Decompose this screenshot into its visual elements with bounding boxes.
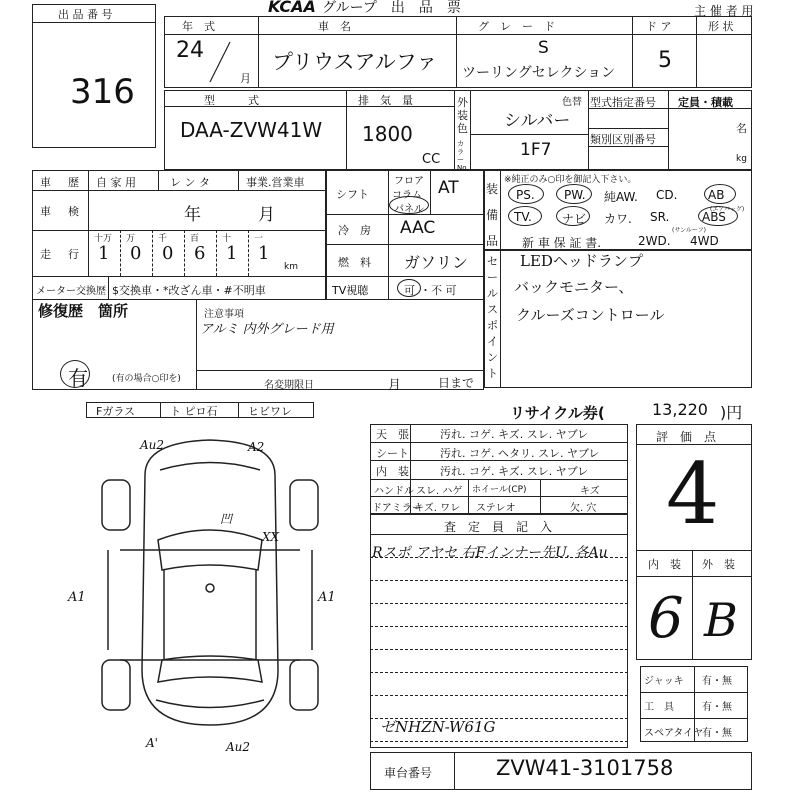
mileage-unit-label: 一 [254,234,264,244]
sr-sub: (サンルーフ) [672,227,706,234]
stereo-text: 欠. 穴 [570,503,597,514]
equipment-circle [508,206,542,226]
mirror-text: キズ. ワレ [414,503,461,514]
mileage-unit-label: 千 [158,234,168,244]
exterior-score: B [704,593,738,647]
color-code: 1F7 [520,140,552,160]
year-header: 年 式 [182,20,215,33]
wheel-text: キズ [580,486,600,497]
lot-number: 316 [70,72,135,112]
grade-header: グ レ ー ド [478,20,555,33]
wheel-circles [206,584,214,592]
condition-row-label: 内 装 [376,465,409,478]
recycle-close: )円 [720,403,743,422]
glass-f: Fガラス [96,405,135,418]
tools-row-label: スペアタイヤ [644,728,704,739]
mark-hood: 凹 [220,512,233,526]
type-spec-label: 型式指定番号 [590,96,656,109]
recycle-label: リサイクル券( [510,404,605,422]
condition-row-label: 天 張 [376,428,409,441]
tools-row-value: 有・無 [702,676,732,687]
tv-ng: ・不 可 [420,284,457,297]
mileage-unit-label: 十万 [94,234,113,244]
mileage-digit: 6 [194,243,206,264]
equipment-circle [556,184,592,204]
shaken-label: 車 検 [40,205,82,218]
shift-floor: フロア [394,176,424,187]
car-name: プリウスアルファ [272,50,438,74]
history-business: 事業.営業車 [246,176,305,189]
car-body [120,440,300,725]
fuel-value: ガソリン [404,253,469,272]
wheels [102,480,318,710]
condition-row-text: 汚れ. コゲ. キズ. スレ. ヤブレ [440,428,589,441]
handle-text: スレ. ハゲ [416,486,463,497]
history-rental: レ ン タ [170,176,210,189]
equipment-circle [704,184,736,204]
meter-exchange-options: $交換車・*改ざん車・#不明車 [112,284,266,297]
mileage-digit: 0 [162,243,174,264]
glass-crack: ヒビワレ [248,405,292,418]
mileage-digit: 0 [130,243,142,264]
equip-item-row2: カワ. [604,212,632,226]
equipment-circle [508,184,544,204]
equip-item-row1: AB [708,188,725,202]
kcaa-logo: KCAA [268,0,316,16]
displacement-label: 排 気 量 [358,94,413,107]
equip-4wd: 4WD [690,234,719,248]
change-day: 日まで [438,376,475,390]
condition-row-text: 汚れ. コゲ. キズ. スレ. ヤブレ [440,465,589,478]
repair-note: (有の場合○印を) [112,374,181,384]
equip-item-row1: CD. [656,188,678,202]
meter-label: メーター交換歴 [36,286,106,297]
mark-right-side: A1 [318,590,336,605]
interior-label: 内 装 [648,558,681,571]
cooler-label: 冷 房 [338,224,371,237]
exterior-label: 外 装 [702,558,735,571]
caution-label: 注意事項 [204,309,244,320]
tv-ok-circle [397,279,421,297]
mark-left-side: A1 [68,590,86,605]
panel-circle [389,196,429,214]
model-code: DAA-ZVW41W [180,118,323,142]
equip-item-row1: PS. [516,188,535,202]
tools-row-label: 工 具 [644,702,674,713]
change-date-label: 名変期限日 [264,380,314,391]
chassis-number: ZVW41-3101758 [496,756,674,780]
recycle-amount: 13,220 [652,400,708,419]
history-label: 車 歴 [40,176,82,189]
mileage-unit-label: 百 [190,234,200,244]
mileage-digit: 1 [258,243,270,264]
mark-front-right: A2 [248,440,265,454]
interior-score: 6 [648,586,684,651]
organizer-label: 主 催 者 用 [694,4,754,18]
model-year: 24 [176,38,204,63]
grade-line1: S [538,38,549,58]
year-slash [200,40,240,84]
cooler-value: AAC [400,218,436,238]
capacity-label: 定員・積載 [678,96,733,109]
car-name-header: 車 名 [318,20,351,33]
month-unit: 月 [240,72,251,85]
mileage-digit: 1 [226,243,238,264]
tv-label: TV視聴 [332,284,369,297]
mark-right-front: XX [262,530,280,544]
equip-item-row2: TV. [514,210,532,224]
glass-chip: ト ピロ石 [170,405,218,418]
equip-2wd: 2WD. [638,234,671,248]
handle-label: ハンドル [374,486,414,497]
tools-row-value: 有・無 [702,728,732,739]
mark-rear-left: A' [146,736,158,750]
cc-unit: CC [422,152,441,167]
history-private: 自 家 用 [96,176,136,189]
equip-item-row2: ナビ [562,212,587,226]
rating-label: 評 価 点 [656,430,717,444]
sales-point-3: クルーズコントロール [516,306,665,324]
shaken-month: 月 [258,205,275,225]
lot-number-label: 出 品 番 号 [58,8,113,21]
color-name: シルバー [504,111,571,131]
color-no-label: カラーNo. [457,140,469,172]
equip-item-row2: SR. [650,210,670,224]
model-label: 型 式 [204,94,259,107]
stereo-label: ステレオ [476,503,516,514]
repair-title: 修復歴 箇所 [38,302,129,320]
inspector-title: 査 定 員 記 入 [444,520,553,534]
ab-sub: (エアバッグ) [710,206,745,213]
equip-item-row2: ABS [702,210,726,224]
sales-point-1: LEDヘッドランプ [520,252,643,270]
tv-ok: 可 [404,284,415,297]
sales-point-2: バックモニター、 [514,278,634,296]
door-count: 5 [658,48,672,73]
class-number-label: 類別区別番号 [590,133,656,146]
grade-line2: ツーリングセレクション [462,65,616,81]
sales-point-label: セールスポイント [487,255,498,380]
mileage-label: 走 行 [40,248,82,261]
shift-value: AT [438,178,459,198]
repaint-label: 色替 [562,97,582,108]
exterior-color-label: 外装色 [457,96,468,135]
equip-item-row1: 純AW. [604,190,638,204]
condition-row-label: シート [376,446,409,460]
tools-row-value: 有・無 [702,702,732,713]
equip-warranty: 新 車 保 証 書. [522,236,602,250]
capacity-unit-people: 名 [736,122,747,135]
rating-score: 4 [666,445,720,543]
mark-rear-bumper: Au2 [226,740,251,754]
mileage-unit-label: 万 [126,234,136,244]
repair-value: 有 [68,366,88,390]
shift-label: シフト [336,188,369,201]
mileage-unit: km [284,262,298,272]
equip-item-row1: PW. [564,188,586,202]
displacement: 1800 [362,122,413,146]
car-damage-diagram [60,420,360,760]
equipment-circle [556,206,590,226]
caution-text: アルミ 内外グレード用 [200,322,334,337]
fuel-label: 燃 料 [338,256,371,269]
mileage-digit: 1 [98,243,110,264]
shaken-year: 年 [184,205,201,225]
mileage-unit-label: 十 [222,234,232,244]
mark-front-left: Au2 [140,438,165,452]
capacity-unit-kg: kg [736,154,747,164]
shift-column: コラム [392,190,422,201]
wheel-label: ホイール(CP) [472,485,527,495]
inspector-line2: ゼNHZN-W61G [380,718,496,736]
chassis-label: 車台番号 [384,766,433,780]
shape-header: 形 状 [708,20,734,33]
form-title: グループ 出 品 票 [322,0,461,16]
repair-circle [60,360,90,388]
shift-panel: パネル [394,204,424,215]
door-header: ド ア [646,20,672,33]
mirror-label: ドアミラー [372,503,422,514]
inspector-line1: Rスポ アヤセ 右Fインナー先U. 各Au [372,545,608,561]
equipment-label: 装 備 品 [486,182,511,248]
tools-row-label: ジャッキ [644,676,684,687]
change-month: 月 [388,378,402,393]
condition-row-text: 汚れ. コゲ. ヘタリ. スレ. ヤブレ [440,446,600,460]
equipment-note: ※純正のみ○印を御記入下さい。 [504,175,637,185]
